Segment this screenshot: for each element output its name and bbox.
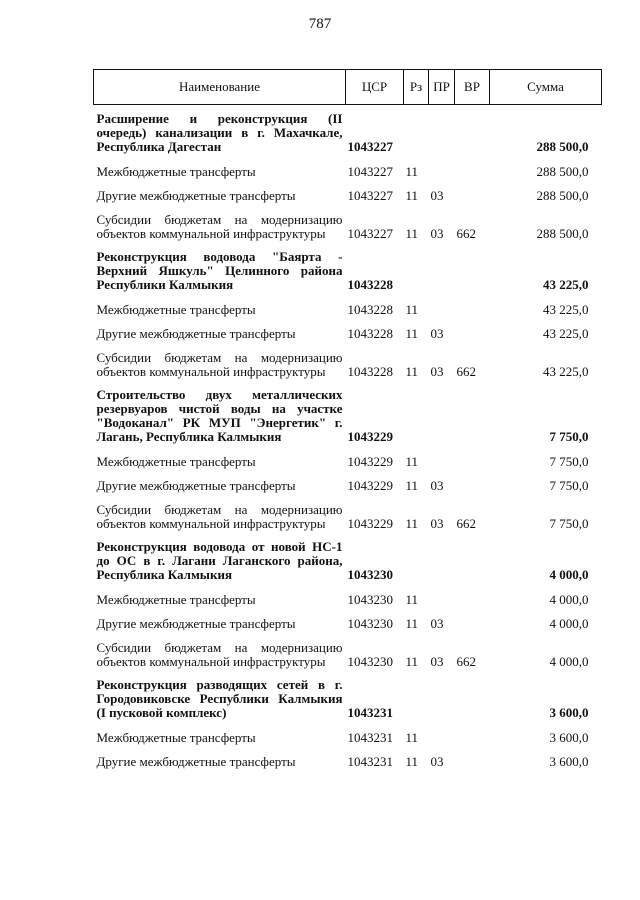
vr-code	[455, 243, 490, 295]
item-name: Другие межбюджетные трансферты	[96, 616, 296, 631]
pr-code	[429, 585, 455, 609]
table-row-section	[94, 105, 602, 158]
csr-code: 1043228	[347, 364, 393, 379]
csr-code: 1043228	[347, 277, 393, 292]
vr-code: 662	[456, 226, 476, 241]
amount: 43 225,0	[543, 364, 589, 379]
vr-code	[455, 157, 490, 181]
item-name: Субсидии бюджетам на модернизацию объектов коммунальной инфраструктуры	[96, 502, 343, 531]
pr-code: 03	[430, 226, 444, 241]
vr-code: 662	[456, 364, 476, 379]
rz-code: 11	[405, 478, 419, 493]
amount: 4 000,0	[549, 592, 589, 607]
header-csr: ЦСР	[346, 70, 404, 105]
item-name: Межбюджетные трансферты	[96, 454, 256, 469]
rz-code: 11	[405, 654, 419, 669]
amount: 7 750,0	[549, 516, 589, 531]
item-name: Реконструкция водовода "Баярта - Верхний Яшкуль" Целинного района Республики Калмыкия	[96, 249, 343, 292]
table-row	[94, 319, 602, 343]
csr-code: 1043230	[347, 592, 393, 607]
table-row	[94, 747, 602, 771]
table-row-section	[94, 381, 602, 447]
amount: 4 000,0	[549, 616, 589, 631]
pr-code	[429, 243, 455, 295]
item-name: Другие межбюджетные трансферты	[96, 478, 296, 493]
budget-table	[93, 69, 602, 771]
csr-code: 1043228	[347, 326, 393, 341]
rz-code	[404, 105, 429, 158]
pr-code	[429, 447, 455, 471]
item-name: Межбюджетные трансферты	[96, 302, 256, 317]
amount: 288 500,0	[536, 188, 589, 203]
rz-code	[404, 381, 429, 447]
csr-code: 1043231	[347, 730, 393, 745]
csr-code: 1043230	[347, 654, 393, 669]
table-row	[94, 157, 602, 181]
csr-code: 1043229	[347, 429, 393, 444]
csr-code: 1043229	[347, 454, 393, 469]
table-row-section	[94, 671, 602, 723]
table-row	[94, 723, 602, 747]
item-name: Межбюджетные трансферты	[96, 592, 256, 607]
pr-code: 03	[430, 478, 444, 493]
rz-code: 11	[405, 754, 419, 769]
amount: 4 000,0	[549, 654, 589, 669]
csr-code: 1043227	[347, 226, 393, 241]
csr-code: 1043228	[347, 302, 393, 317]
vr-code	[455, 447, 490, 471]
amount: 3 600,0	[549, 754, 589, 769]
vr-code	[455, 609, 490, 633]
table-body	[94, 105, 602, 772]
pr-code	[429, 381, 455, 447]
pr-code	[429, 723, 455, 747]
header-pr: ПР	[429, 70, 455, 105]
item-name: Строительство двух металлических резервуаров чистой воды на участке "Водоканал" РК МУП "Энергетик" г. Лагань, Республика Калмыкия	[96, 387, 343, 444]
vr-code	[455, 105, 490, 158]
table-row	[94, 343, 602, 381]
pr-code: 03	[430, 326, 444, 341]
item-name: Реконструкция разводящих сетей в г. Городовиковске Республики Калмыкия (I пусковой комплекс)	[96, 677, 343, 720]
vr-code: 662	[456, 654, 476, 669]
table-row	[94, 471, 602, 495]
rz-code: 11	[405, 188, 419, 203]
amount: 3 600,0	[549, 705, 589, 720]
table-row-section	[94, 533, 602, 585]
amount: 288 500,0	[536, 139, 589, 154]
table-row	[94, 495, 602, 533]
amount: 7 750,0	[549, 429, 589, 444]
rz-code: 11	[405, 592, 419, 607]
vr-code	[455, 381, 490, 447]
table-row	[94, 295, 602, 319]
csr-code: 1043229	[347, 516, 393, 531]
header-vr: ВР	[455, 70, 490, 105]
vr-code	[455, 319, 490, 343]
pr-code	[429, 671, 455, 723]
item-name: Реконструкция водовода от новой НС-1 до ОС в г. Лагани Лаганского района, Республика Калмыкия	[96, 539, 343, 582]
table-row	[94, 633, 602, 671]
pr-code	[429, 157, 455, 181]
amount: 43 225,0	[543, 277, 589, 292]
vr-code	[455, 671, 490, 723]
table-row	[94, 609, 602, 633]
csr-code: 1043227	[347, 164, 393, 179]
item-name: Межбюджетные трансферты	[96, 164, 256, 179]
item-name: Другие межбюджетные трансферты	[96, 754, 296, 769]
csr-code: 1043230	[347, 616, 393, 631]
item-name: Субсидии бюджетам на модернизацию объектов коммунальной инфраструктуры	[96, 350, 343, 379]
pr-code	[429, 533, 455, 585]
amount: 7 750,0	[549, 478, 589, 493]
table-row	[94, 585, 602, 609]
pr-code: 03	[430, 188, 444, 203]
table-header-row	[94, 70, 602, 105]
rz-code	[404, 243, 429, 295]
amount: 288 500,0	[536, 226, 589, 241]
rz-code: 11	[405, 454, 419, 469]
pr-code	[429, 105, 455, 158]
header-sum: Сумма	[490, 70, 602, 105]
vr-code	[455, 295, 490, 319]
table-row	[94, 181, 602, 205]
pr-code	[429, 295, 455, 319]
rz-code: 11	[405, 730, 419, 745]
pr-code: 03	[430, 516, 444, 531]
vr-code	[455, 533, 490, 585]
vr-code	[455, 723, 490, 747]
rz-code: 11	[405, 616, 419, 631]
item-name: Субсидии бюджетам на модернизацию объектов коммунальной инфраструктуры	[96, 212, 343, 241]
item-name: Расширение и реконструкция (II очередь) канализации в г. Махачкале, Республика Дагестан	[96, 111, 343, 154]
amount: 288 500,0	[536, 164, 589, 179]
rz-code	[404, 671, 429, 723]
rz-code: 11	[405, 516, 419, 531]
rz-code	[404, 533, 429, 585]
item-name: Другие межбюджетные трансферты	[96, 326, 296, 341]
pr-code: 03	[430, 364, 444, 379]
amount: 3 600,0	[549, 730, 589, 745]
csr-code: 1043230	[347, 567, 393, 582]
pr-code: 03	[430, 616, 444, 631]
page-number: 787	[308, 16, 332, 32]
header-rz: Рз	[404, 70, 429, 105]
item-name: Другие межбюджетные трансферты	[96, 188, 296, 203]
item-name: Межбюджетные трансферты	[96, 730, 256, 745]
vr-code	[455, 471, 490, 495]
amount: 43 225,0	[543, 302, 589, 317]
table-row	[94, 447, 602, 471]
amount: 4 000,0	[549, 567, 589, 582]
pr-code: 03	[430, 654, 444, 669]
pr-code: 03	[430, 754, 444, 769]
csr-code: 1043231	[347, 705, 393, 720]
csr-code: 1043229	[347, 478, 393, 493]
vr-code	[455, 181, 490, 205]
csr-code: 1043227	[347, 139, 393, 154]
vr-code	[455, 747, 490, 771]
rz-code: 11	[405, 364, 419, 379]
rz-code: 11	[405, 326, 419, 341]
table-row-section	[94, 243, 602, 295]
vr-code	[455, 585, 490, 609]
rz-code: 11	[405, 302, 419, 317]
csr-code: 1043227	[347, 188, 393, 203]
rz-code: 11	[405, 226, 419, 241]
amount: 43 225,0	[543, 326, 589, 341]
item-name: Субсидии бюджетам на модернизацию объектов коммунальной инфраструктуры	[96, 640, 343, 669]
csr-code: 1043231	[347, 754, 393, 769]
amount: 7 750,0	[549, 454, 589, 469]
header-name: Наименование	[94, 70, 346, 105]
vr-code: 662	[456, 516, 476, 531]
table-row	[94, 205, 602, 243]
rz-code: 11	[405, 164, 419, 179]
